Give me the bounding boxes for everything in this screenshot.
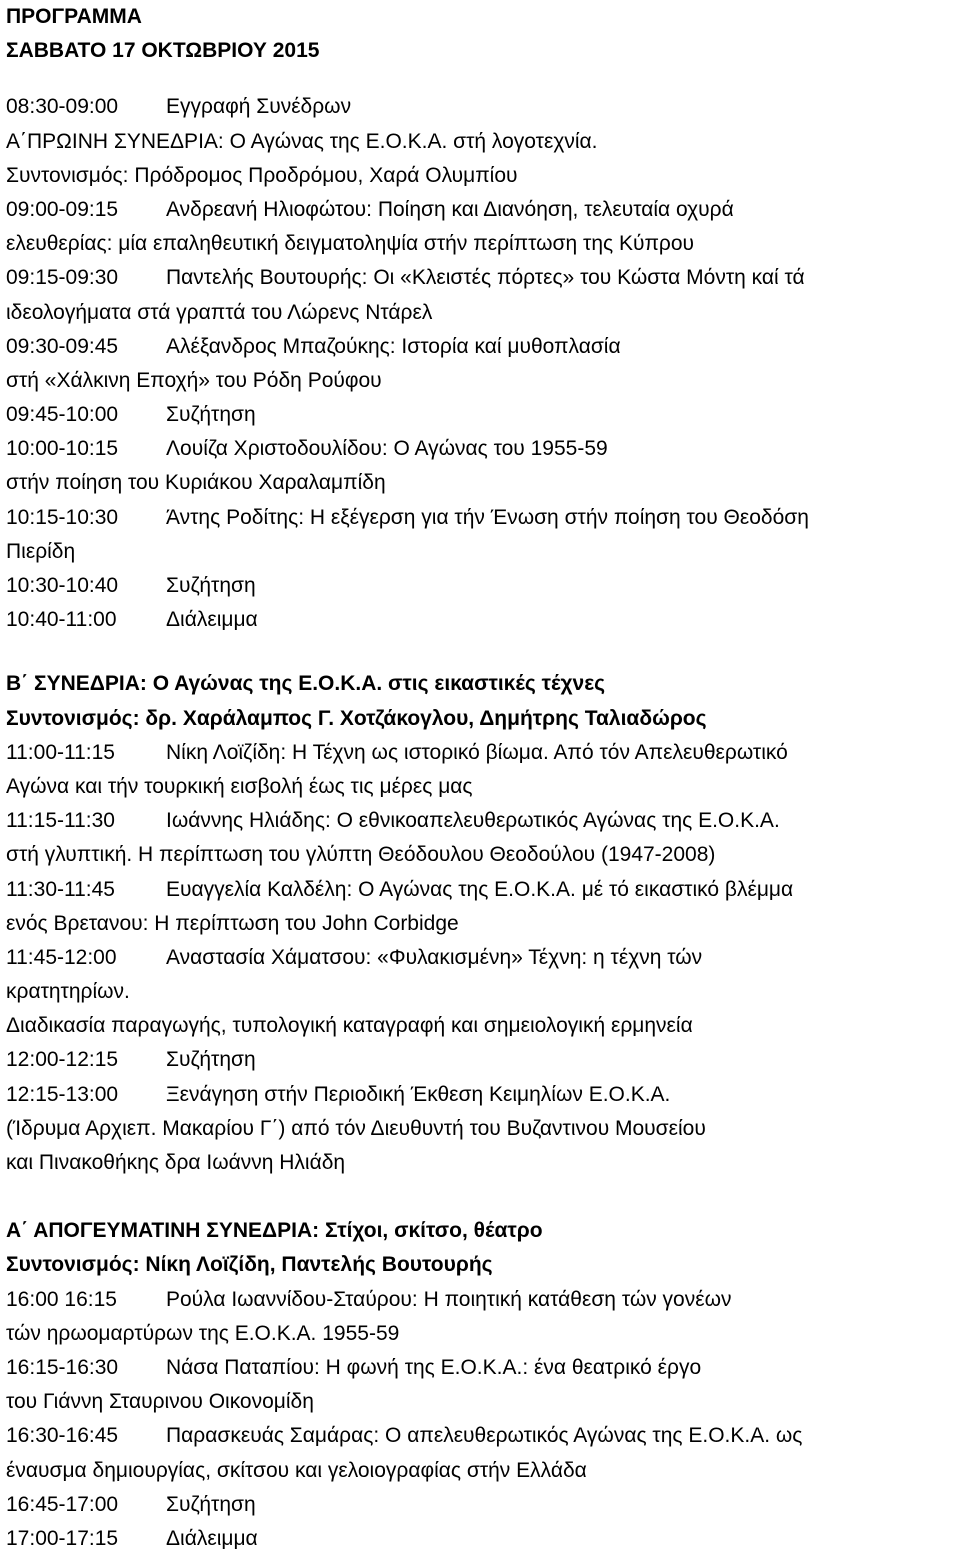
talk-continuation: και Πινακοθήκης δρα Ιωάννη Ηλιάδη [6, 1151, 346, 1174]
talk-text: Συζήτηση [166, 1492, 256, 1516]
talk-continuation: στή «Χάλκινη Εποχή» του Ρόδη Ρούφου [6, 368, 382, 392]
schedule-row [6, 603, 954, 637]
program-title: ΠΡΟΓΡΑΜΜΑ [6, 5, 142, 28]
talk-text: Νάσα Παταπίου: Η φωνή της Ε.Ο.Κ.Α.: ένα θεατρικό έργο [166, 1355, 702, 1379]
talk-text: Αλέξανδρος Μπαζούκης: Ιστορία καί μυθοπλασία [166, 334, 621, 358]
talk-text: Παρασκευάς Σαμάρας: Ο απελευθερωτικός Αγώνας της Ε.Ο.Κ.Α. ως [166, 1424, 803, 1448]
schedule-row [6, 1522, 954, 1556]
talk-text: Ρούλα Ιωαννίδου-Σταύρου: Η ποιητική κατάθεση τών γονέων [166, 1287, 732, 1311]
schedule-row [6, 261, 954, 295]
time-slot: 08:30-09:00 [6, 95, 119, 119]
talk-text: Ανδρεανή Ηλιοφώτου: Ποίηση και Διανόηση, τελευταία οχυρά [166, 197, 734, 221]
time-slot: 11:15-11:30 [6, 809, 115, 833]
talk-text: Συζήτηση [166, 574, 256, 597]
time-slot: 16:30-16:45 [6, 1424, 119, 1448]
talk-text: Διάλειμμα [166, 1526, 258, 1550]
schedule-row [6, 1351, 954, 1385]
time-slot: 11:30-11:45 [6, 877, 115, 901]
talk-continuation: στή γλυπτική. Η περίπτωση του γλύπτη Θεόδουλου Θεοδούλου (1947-2008) [6, 843, 716, 867]
time-slot: 12:15-13:00 [6, 1082, 119, 1106]
time-slot: 17:00-17:15 [6, 1526, 119, 1550]
time-slot: 16:15-16:30 [6, 1355, 119, 1379]
schedule-row [6, 432, 954, 466]
session-coordinators: Συντονισμός: Νίκη Λοϊζίδη, Παντελής Βουτουρής [6, 1253, 493, 1277]
schedule-row [6, 569, 954, 603]
session-title: Β΄ ΣΥΝΕΔΡΙΑ: Ο Αγώνας της Ε.Ο.Κ.Α. στις εικαστικές τέχνες [6, 672, 606, 696]
schedule-row [6, 1078, 954, 1112]
talk-continuation: στήν ποίηση του Κυριάκου Χαραλαμπίδη [6, 471, 386, 495]
schedule-row [6, 1043, 954, 1077]
schedule-row [6, 736, 954, 770]
talk-text: Άντης Ροδίτης: Η εξέγερση για τήν Ένωση στήν ποίηση του Θεοδόση [166, 505, 809, 529]
talk-continuation: του Γιάννη Σταυρινου Οικονομίδη [6, 1390, 314, 1414]
talk-continuation: τών ηρωομαρτύρων της Ε.Ο.Κ.Α. 1955-59 [6, 1321, 400, 1345]
session-title: Α΄ ΑΠΟΓΕΥΜΑΤΙΝΗ ΣΥΝΕΔΡΙΑ: Στίχοι, σκίτσο, θέατρο [6, 1219, 543, 1243]
talk-continuation: Πιερίδη [6, 539, 76, 563]
talk-text: Ευαγγελία Καλδέλη: Ο Αγώνας της Ε.Ο.Κ.Α. μέ τό εικαστικό βλέμμα [166, 877, 794, 901]
time-slot: 11:45-12:00 [6, 945, 117, 969]
time-slot: 09:00-09:15 [6, 197, 119, 221]
talk-text: Συζήτηση [166, 1048, 256, 1072]
talk-text: Ιωάννης Ηλιάδης: Ο εθνικοαπελευθερωτικός Αγώνας της Ε.Ο.Κ.Α. [166, 809, 780, 833]
talk-continuation: ελευθερίας: μία επαληθευτική δειγματοληψία στήν περίπτωση της Κύπρου [6, 232, 695, 256]
schedule-row [6, 1419, 954, 1453]
talk-text: Νίκη Λοϊζίδη: Η Τέχνη ως ιστορικό βίωμα. Από τόν Απελευθερωτικό [166, 740, 788, 764]
session-coordinators: Συντονισμός: Πρόδρομος Προδρόμου, Χαρά Ολυμπίου [6, 163, 518, 187]
schedule-row [6, 330, 954, 364]
time-slot: 10:30-10:40 [6, 574, 119, 597]
program-date: ΣΑΒΒΑΤΟ 17 ΟΚΤΩΒΡΙΟΥ 2015 [6, 39, 320, 63]
talk-text: Εγγραφή Συνέδρων [166, 95, 352, 119]
time-slot: 09:15-09:30 [6, 266, 119, 290]
talk-text: Ξενάγηση στήν Περιοδική Έκθεση Κειμηλίων Ε.Ο.Κ.Α. [166, 1082, 671, 1106]
schedule-row [6, 873, 954, 907]
time-slot: 16:00 16:15 [6, 1287, 117, 1311]
schedule-row [6, 941, 954, 975]
talk-text: Λουίζα Χριστοδουλίδου: Ο Αγώνας του 1955-59 [166, 437, 608, 461]
talk-continuation: ιδεολογήματα στά γραπτά του Λώρενς Ντάρελ [6, 300, 433, 324]
schedule-row [6, 193, 954, 227]
time-slot: 16:45-17:00 [6, 1492, 119, 1516]
time-slot: 09:45-10:00 [6, 403, 119, 427]
time-slot: 10:15-10:30 [6, 505, 119, 529]
time-slot: 10:40-11:00 [6, 608, 117, 632]
talk-text: Αναστασία Χάματσου: «Φυλακισμένη» Τέχνη: η τέχνη τών [166, 945, 703, 969]
talk-text: Παντελής Βουτουρής: Οι «Κλειστές πόρτες» του Κώστα Μόντη καί τά [166, 266, 805, 290]
time-slot: 10:00-10:15 [6, 437, 119, 461]
talk-continuation: Διαδικασία παραγωγής, τυπολογική καταγραφή και σημειολογική ερμηνεία [6, 1014, 693, 1038]
talk-continuation: κρατητηρίων. [6, 980, 130, 1004]
schedule-row [6, 398, 954, 432]
talk-continuation: ενός Βρετανου: Η περίπτωση του John Corbidge [6, 911, 459, 935]
schedule-row [6, 501, 954, 535]
time-slot: 11:00-11:15 [6, 740, 115, 764]
schedule-row [6, 804, 954, 838]
talk-continuation: έναυσμα δημιουργίας, σκίτσου και γελοιογραφίας στήν Ελλάδα [6, 1458, 587, 1482]
time-slot: 09:30-09:45 [6, 334, 119, 358]
schedule-row [6, 1283, 954, 1317]
time-slot: 12:00-12:15 [6, 1048, 119, 1072]
talk-continuation: (Ίδρυμα Αρχιεπ. Μακαρίου Γ΄) από τόν Διευθυντή του Βυζαντινου Μουσείου [6, 1116, 706, 1140]
talk-text: Διάλειμμα [166, 608, 258, 632]
session-coordinators: Συντονισμός: δρ. Χαράλαμπος Γ. Χοτζάκογλου, Δημήτρης Ταλιαδώρος [6, 706, 707, 730]
talk-text: Συζήτηση [166, 403, 256, 427]
talk-continuation: Αγώνα και τήν τουρκική εισβολή έως τις μέρες μας [6, 774, 473, 798]
schedule-row [6, 90, 954, 124]
schedule-row [6, 1488, 954, 1522]
session-title: Α΄ΠΡΩΙΝΗ ΣΥΝΕΔΡΙΑ: Ο Αγώνας της Ε.Ο.Κ.Α. στή λογοτεχνία. [6, 129, 598, 153]
